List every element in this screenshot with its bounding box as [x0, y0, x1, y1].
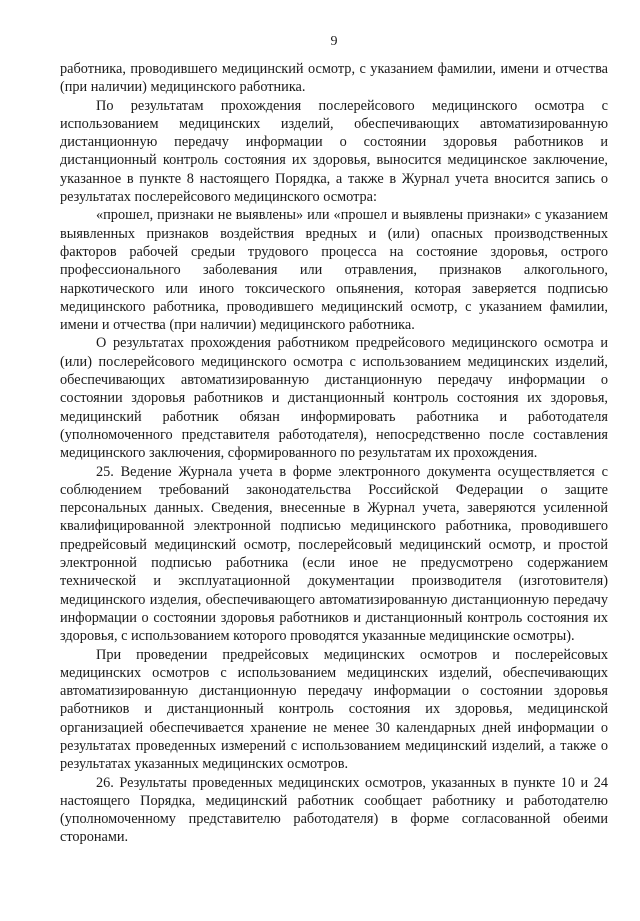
page-number: 9	[330, 34, 338, 49]
paragraph: «прошел, признаки не выявлены» или «прошел и выявлены признаки» с указанием выявленных признаков воздействия вредных и (или) опасных производственных факторов рабочей средыи трудового процесса на состояние здоровья, острого профессионального заболевания или отравления, признаков алкогольного, наркотического или иного токсического опьянения, которая заверяется подписью медицинского работника, проводившего медицинский осмотр, с указанием фамилии, имени и отчества (при наличии) медицинского работника.	[60, 207, 608, 334]
document-body	[60, 60, 608, 847]
paragraph: О результатах прохождения работником предрейсового медицинского осмотра и (или) послерейсового медицинского осмотра с использованием медицинских изделий, обеспечивающих автоматизированную дистанционную передачу информации о состоянии здоровья работников и дистанционный контроль состояния их здоровья, медицинский работник обязан информировать работника и работодателя (уполномоченного представителя работодателя), непосредственно после составления медицинского заключения, сформированного по результатам их прохождения.	[60, 335, 608, 462]
paragraph: При проведении предрейсовых медицинских осмотров и послерейсовых медицинских осмотров с использованием медицинских изделий, обеспечивающих автоматизированную дистанционную передачу информации о состоянии здоровья работников и дистанционный контроль состояния их здоровья, медицинской организацией обеспечивается хранение не менее 30 календарных дней информации о результатах проведенных измерений с использованием медицинский изделий, а также о результатах указанных медицинских осмотров.	[60, 646, 608, 773]
paragraph: По результатам прохождения послерейсового медицинского осмотра с использованием медицинских изделий, обеспечивающих автоматизированную дистанционную передачу информации о состоянии здоровья работников и дистанционный контроль состояния их здоровья, выносится медицинское заключение, указанное в пункте 8 настоящего Порядка, а также в Журнал учета вносится запись о результатах послерейсового медицинского осмотра:	[60, 97, 608, 206]
paragraph: 26. Результаты проведенных медицинских осмотров, указанных в пункте 10 и 24 настоящего Порядка, медицинский работник сообщает работнику и работодателю (уполномоченному представителю работодателя) в форме согласованной обеими сторонами.	[60, 774, 608, 846]
paragraph: работника, проводившего медицинский осмотр, с указанием фамилии, имени и отчества (при наличии) медицинского работника.	[60, 61, 608, 96]
paragraph: 25. Ведение Журнала учета в форме электронного документа осуществляется с соблюдением требований законодательства Российской Федерации о защите персональных данных. Сведения, внесенные в Журнал учета, заверяются усиленной квалифицированной электронной подписью медицинского работника, проводившего предрейсовый медицинский осмотр, послерейсовый медицинский осмотр, и простой электронной подписью работника (если иное не предусмотрено содержанием технической и эксплуатационной документации производителя (изготовителя) медицинского изделия, обеспечивающего автоматизированную дистанционную передачу информации о состоянии здоровья работников и дистанционный контроль состояния их здоровья, с использованием которого проводятся указанные медицинские осмотры).	[60, 463, 608, 645]
